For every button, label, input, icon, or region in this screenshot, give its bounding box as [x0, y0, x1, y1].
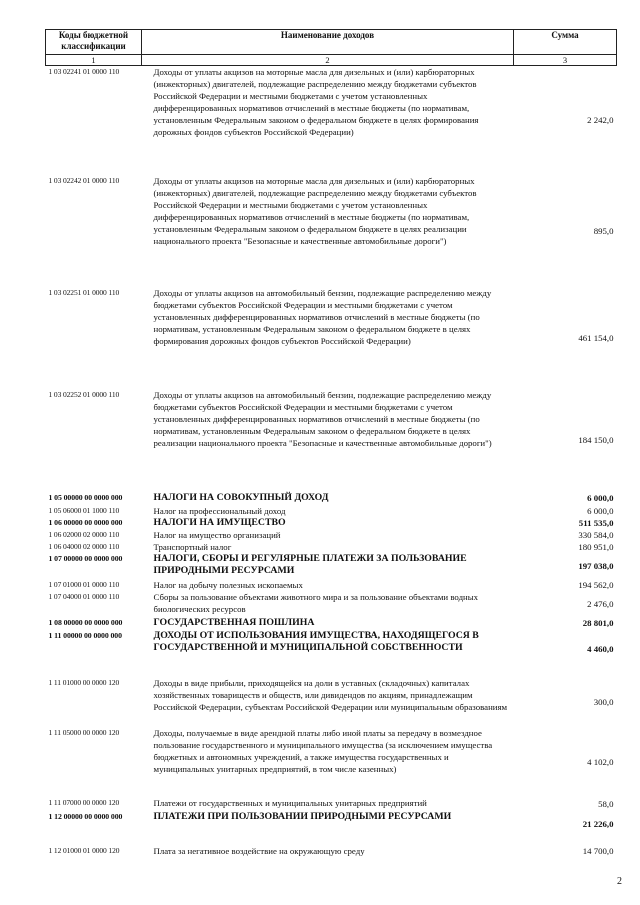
- row-spacer: [46, 669, 617, 677]
- row-amount: 461 154,0: [578, 332, 614, 343]
- table-row: [46, 529, 617, 541]
- table-row: [46, 797, 617, 811]
- table-row: [46, 579, 617, 591]
- table-row: [46, 287, 617, 389]
- row-code: 1 03 02252 01 0000 110: [48, 389, 120, 399]
- row-amount: 6 000,0: [587, 505, 614, 516]
- row-name: Плата за негативное воздействие на окружающую среду: [153, 845, 365, 856]
- row-code: 1 07 00000 00 0000 000: [48, 553, 123, 563]
- row-amount: 511 535,0: [578, 517, 614, 528]
- row-spacer: [46, 837, 617, 845]
- row-amount: 184 150,0: [578, 435, 614, 445]
- row-name: Налог на имущество организаций: [153, 529, 281, 540]
- row-amount: 2 476,0: [587, 598, 614, 609]
- row-code: 1 03 02251 01 0000 110: [48, 287, 120, 297]
- table-row: [46, 677, 617, 727]
- row-code: 1 06 04000 02 0000 110: [48, 541, 120, 551]
- table-row: [46, 389, 617, 492]
- page-number: 2: [617, 876, 622, 887]
- table-row: [46, 66, 617, 175]
- table-row: [46, 845, 617, 857]
- row-name: ПЛАТЕЖИ ПРИ ПОЛЬЗОВАНИИ ПРИРОДНЫМИ РЕСУРСАМИ: [153, 810, 452, 822]
- table-row: [46, 630, 617, 669]
- row-code: 1 12 01000 01 0000 120: [48, 845, 120, 855]
- row-name: ДОХОДЫ ОТ ИСПОЛЬЗОВАНИЯ ИМУЩЕСТВА, НАХОДЯЩЕГОСЯ В ГОСУДАРСТВЕННОЙ И МУНИЦИПАЛЬНОЙ СОБСТВЕННОСТИ: [153, 629, 479, 653]
- header-name: Наименование доходов: [142, 30, 514, 55]
- row-code: 1 03 02242 01 0000 110: [48, 175, 120, 185]
- row-code: 1 03 02241 01 0000 110: [48, 67, 120, 76]
- table-row: [46, 175, 617, 287]
- table-row: [46, 727, 617, 797]
- row-code: 1 07 04000 01 0000 110: [48, 591, 120, 601]
- row-name: Доходы, получаемые в виде арендной платы либо иной платы за передачу в возмездное пользование государственного и муниципального имущества (за исключением имущества бюджетных и автономных учреждений, а также имущества государственных и муниципальных унитарных предприятий, в том числе казенных): [153, 727, 493, 774]
- row-code: 1 07 01000 01 0000 110: [48, 579, 120, 589]
- row-code: 1 11 01000 00 0000 120: [48, 677, 120, 687]
- row-name: Доходы от уплаты акцизов на автомобильный бензин, подлежащие распределению между бюджетами субъектов Российской Федерации и местными бюджетами с учетом установленных дифференцированных нормативов отчислений в местные бюджеты (по нормативам, установленным Федеральным законом о федеральном бюджете в целях формирования дорожных фондов субъектов Российской Федерации): [153, 287, 492, 346]
- table-header-row: [46, 30, 617, 55]
- column-number-row: [46, 55, 617, 66]
- row-name: Налог на добычу полезных ископаемых: [153, 579, 303, 590]
- column-number-1: 1: [46, 55, 142, 66]
- row-code: 1 05 06000 01 1000 110: [48, 505, 120, 515]
- row-amount: 14 700,0: [582, 845, 614, 856]
- row-name: Доходы от уплаты акцизов на моторные масла для дизельных и (или) карбюраторных (инжекторных) двигателей, подлежащие распределению между бюджетами субъектов Российской Федерации и местными бюджетами с учетом установленных дифференцированных нормативов отчислений в местные бюджеты (по нормативам, установленным Федеральным законом о федеральном бюджете в целях формирования дорожных фондов субъектов Российской Федерации): [153, 67, 479, 137]
- row-code: 1 11 07000 00 0000 120: [48, 797, 120, 807]
- row-amount: 4 460,0: [587, 644, 614, 654]
- row-name: Доходы от уплаты акцизов на автомобильный бензин, подлежащие распределению между бюджетами субъектов Российской Федерации и местными бюджетами с учетом установленных дифференцированных нормативов отчислений в местные бюджеты (по нормативам, установленным Федеральным законом о федеральном бюджете в целях реализации национального проекта "Безопасные и качественные автомобильные дороги"): [153, 389, 492, 448]
- header-sum: Сумма: [514, 30, 617, 55]
- column-number-3: 3: [514, 55, 617, 66]
- row-name: НАЛОГИ НА СОВОКУПНЫЙ ДОХОД: [153, 491, 329, 503]
- row-name: Доходы в виде прибыли, приходящейся на доли в уставных (складочных) капиталах хозяйственных товариществ и обществ, или дивидендов по акциям, принадлежащим Российской Федерации, субъектам Российской Федерации или муниципальным образованиям: [153, 677, 508, 712]
- row-amount: 300,0: [593, 696, 614, 707]
- table-row: [46, 617, 617, 630]
- table-row: [46, 541, 617, 553]
- row-name: НАЛОГИ НА ИМУЩЕСТВО: [153, 516, 286, 528]
- row-code: 1 11 05000 00 0000 120: [48, 727, 120, 737]
- row-name: Налог на профессиональный доход: [153, 505, 286, 516]
- row-code: 1 06 02000 02 0000 110: [48, 529, 120, 539]
- row-amount: 28 801,0: [582, 618, 614, 628]
- row-name: Сборы за пользование объектами животного мира и за пользование объектами водных биологических ресурсов: [153, 591, 479, 614]
- table-row: [46, 505, 617, 517]
- column-number-2: 2: [142, 55, 514, 66]
- row-name: Платежи от государственных и муниципальных унитарных предприятий: [153, 797, 427, 808]
- table-row: [46, 811, 617, 837]
- row-amount: 4 102,0: [587, 756, 614, 767]
- row-amount: 180 951,0: [578, 541, 614, 552]
- row-code: 1 05 00000 00 0000 000: [48, 492, 123, 502]
- row-name: Транспортный налог: [153, 541, 232, 552]
- row-amount: 895,0: [593, 225, 614, 236]
- row-amount: 2 242,0: [587, 115, 614, 126]
- row-name: ГОСУДАРСТВЕННАЯ ПОШЛИНА: [153, 616, 315, 628]
- row-name: Доходы от уплаты акцизов на моторные масла для дизельных и (или) карбюраторных (инжекторных) двигателей, подлежащие распределению между бюджетами субъектов Российской Федерации и местными бюджетами с учетом установленных дифференцированных нормативов отчислений в местные бюджеты (по нормативам, установленным Федеральным законом о федеральном бюджете в целях реализации национального проекта "Безопасные и качественные автомобильные дороги"): [153, 175, 477, 246]
- table-row: [46, 591, 617, 617]
- row-code: 1 08 00000 00 0000 000: [48, 617, 123, 627]
- table-row: [46, 553, 617, 579]
- row-amount: 197 038,0: [578, 560, 614, 571]
- table-row: [46, 492, 617, 505]
- table-row: [46, 517, 617, 529]
- row-code: 1 12 00000 00 0000 000: [48, 811, 123, 821]
- row-code: 1 06 00000 00 0000 000: [48, 517, 123, 527]
- row-amount: 58,0: [598, 798, 614, 809]
- row-amount: 6 000,0: [587, 493, 614, 503]
- revenue-table: [45, 29, 617, 857]
- row-name: НАЛОГИ, СБОРЫ И РЕГУЛЯРНЫЕ ПЛАТЕЖИ ЗА ПОЛЬЗОВАНИЕ ПРИРОДНЫМИ РЕСУРСАМИ: [153, 552, 467, 576]
- row-amount: 194 562,0: [578, 579, 614, 590]
- row-amount: 21 226,0: [582, 818, 614, 829]
- header-code: Коды бюджетной классификации: [46, 30, 142, 55]
- row-amount: 330 584,0: [578, 529, 614, 540]
- row-code: 1 11 00000 00 0000 000: [48, 630, 122, 640]
